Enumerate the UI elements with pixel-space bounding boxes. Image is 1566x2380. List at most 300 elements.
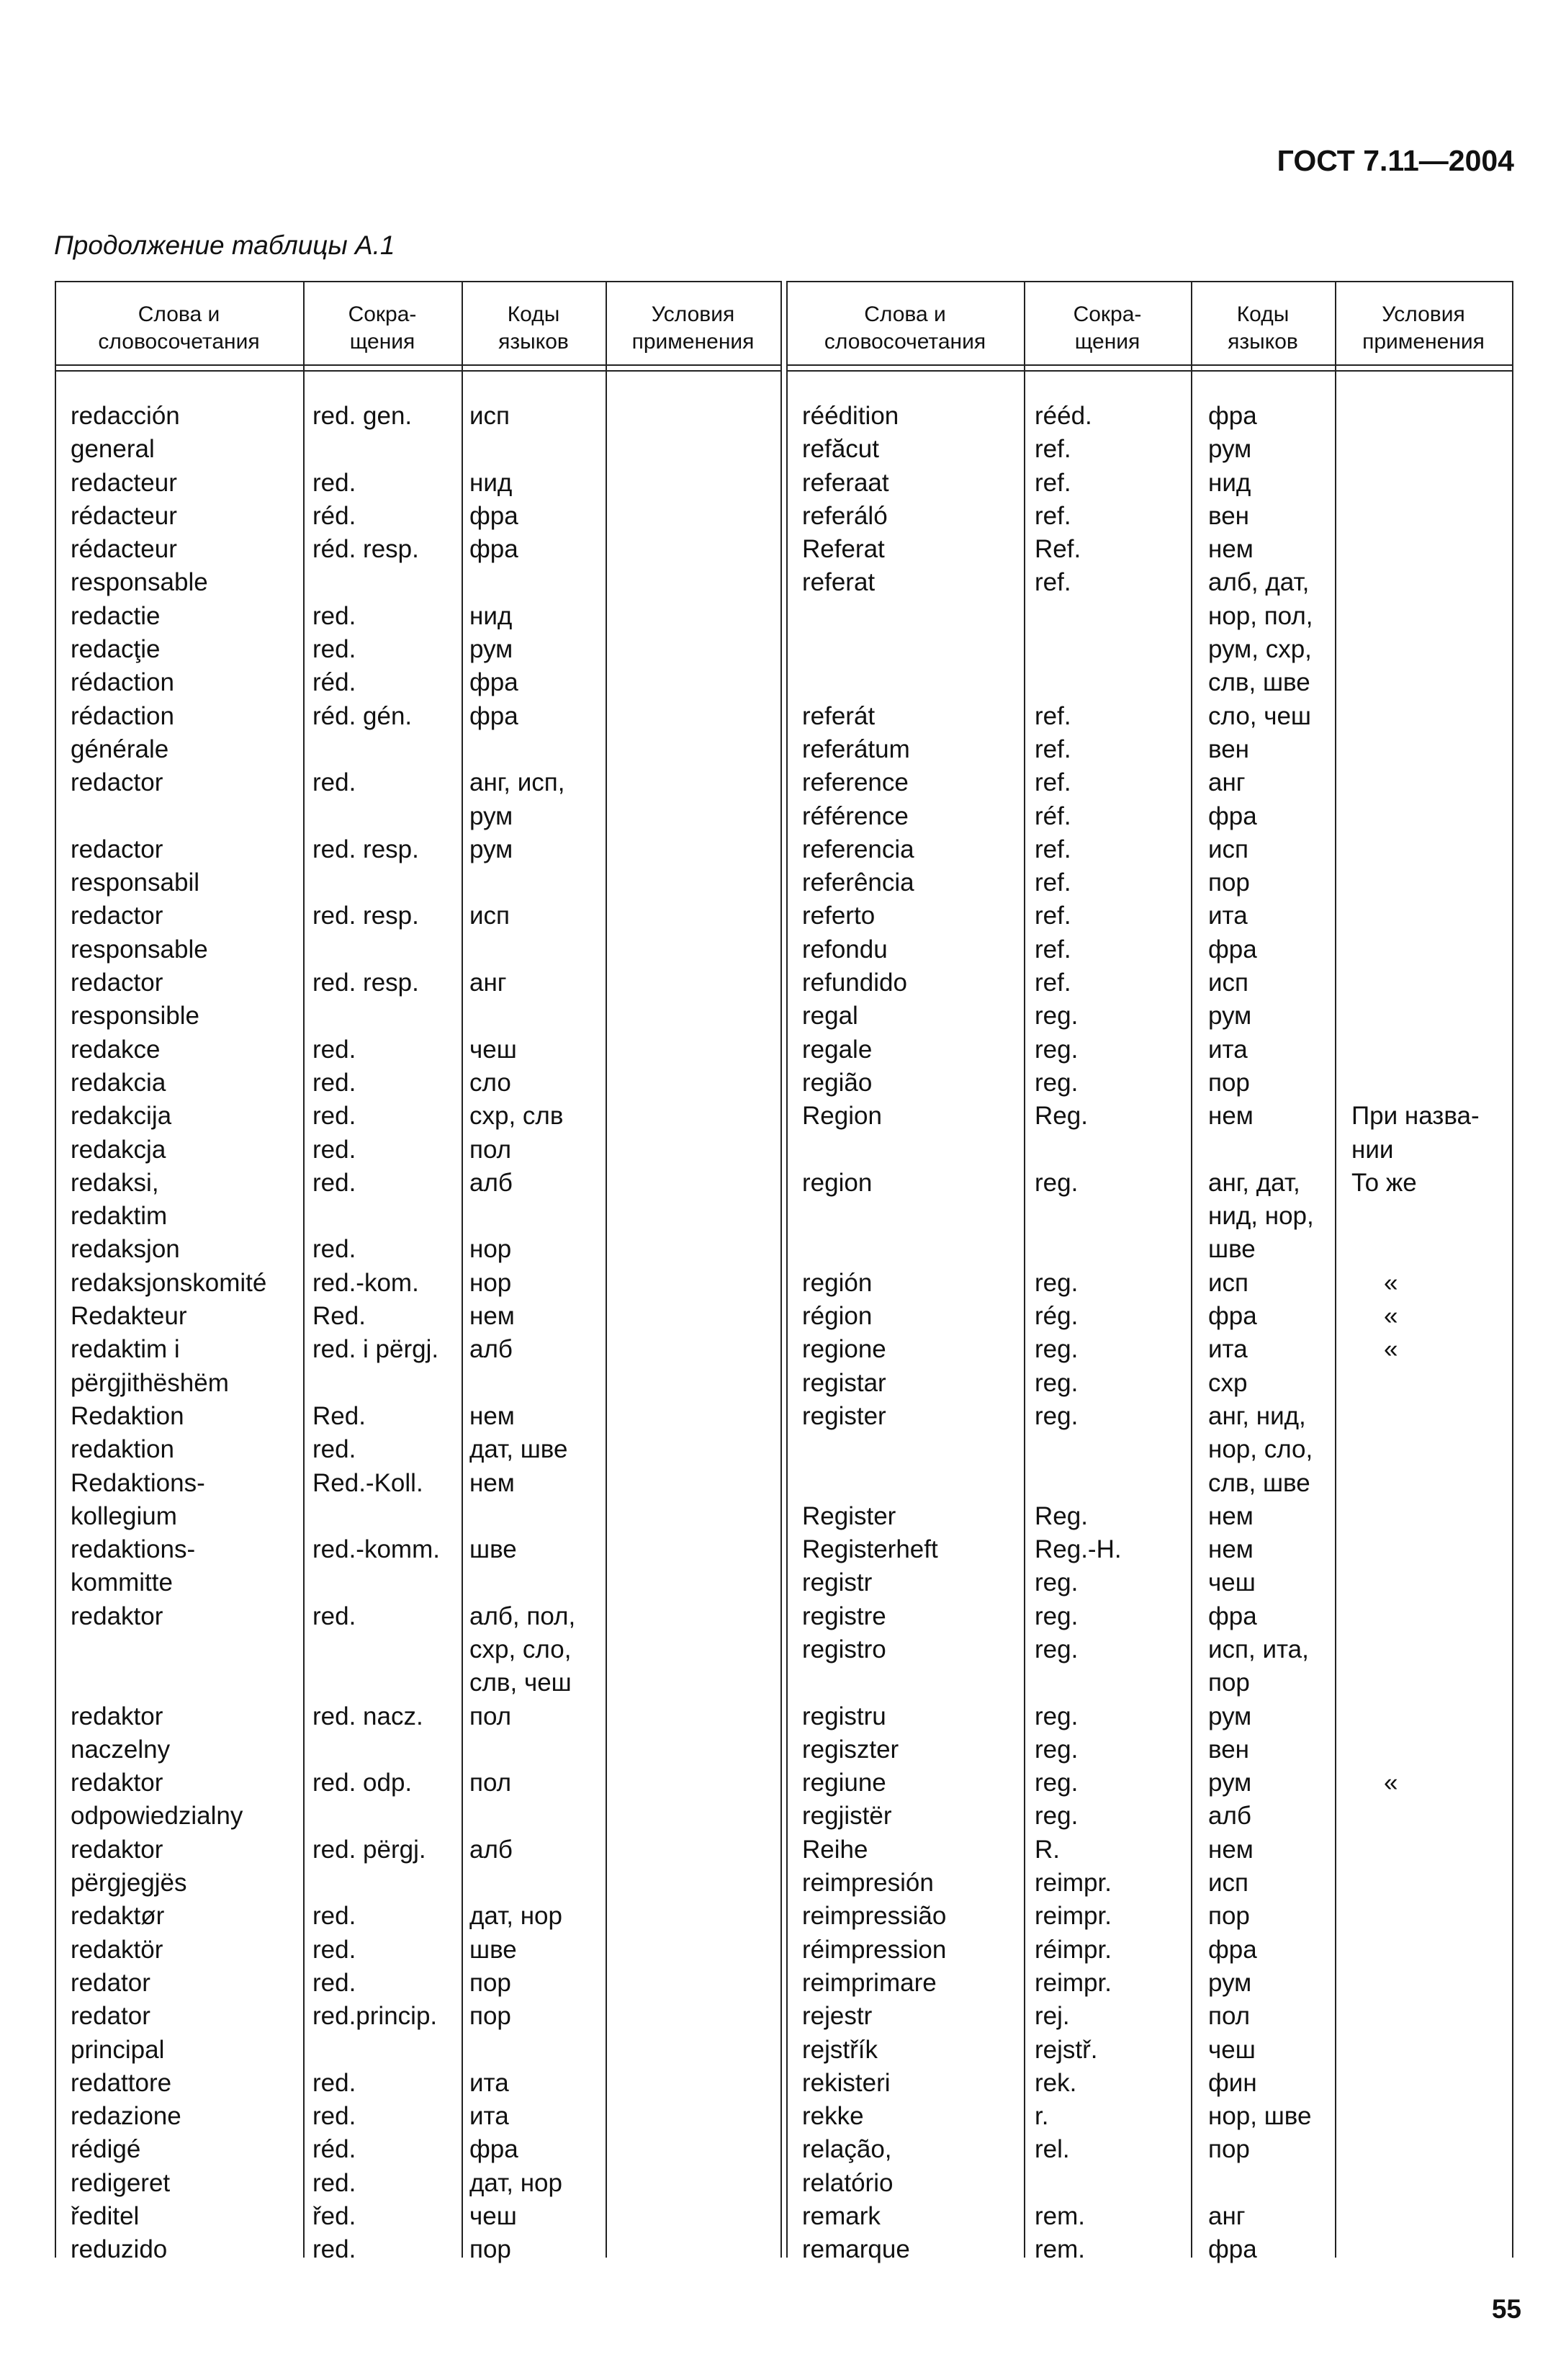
abbreviation-cell: red. <box>312 1035 356 1064</box>
language-codes-cell: нем <box>1208 1535 1254 1564</box>
table-row <box>55 1133 782 1167</box>
table-row <box>786 1167 1513 1200</box>
table-row <box>786 1400 1513 1433</box>
abbreviation-cell: rejstř. <box>1035 2035 1098 2064</box>
abbreviation-cell: Reg.-H. <box>1035 1535 1122 1564</box>
abbreviation-cell: rek. <box>1035 2068 1077 2097</box>
word-cell: përgjegjës <box>71 1869 187 1898</box>
table-row <box>55 1233 782 1266</box>
word-cell: relação, <box>802 2135 892 2164</box>
language-codes-cell: слв, шве <box>1208 668 1310 697</box>
word-cell: reduzido <box>71 2235 168 2264</box>
table-row <box>786 700 1513 733</box>
word-cell: redaktim i <box>71 1335 180 1364</box>
language-codes-cell: пор <box>469 1968 511 1997</box>
table-caption: Продолжение таблицы А.1 <box>54 230 395 260</box>
language-codes-cell: нем <box>1208 1835 1254 1864</box>
abbreviation-cell: red.-kom. <box>312 1268 419 1297</box>
table-row <box>55 2000 782 2033</box>
abbreviation-cell: red. <box>312 1602 356 1630</box>
abbreviation-cell: red. resp. <box>312 969 419 997</box>
table-row <box>55 1267 782 1300</box>
abbreviation-cell: ref. <box>1035 868 1071 897</box>
word-cell: registre <box>802 1602 886 1630</box>
abbreviation-cell: reg. <box>1035 1268 1079 1297</box>
language-codes-cell: фра <box>1208 935 1257 964</box>
abbreviation-cell: ref. <box>1035 568 1071 597</box>
condition-cell: « <box>1384 1268 1398 1297</box>
abbreviation-cell: Reg. <box>1035 1501 1088 1530</box>
word-cell: reference <box>802 768 909 797</box>
table-row <box>55 2034 782 2067</box>
abbreviation-cell: ref. <box>1035 835 1071 863</box>
table-row <box>55 1600 782 1633</box>
table-row <box>55 1066 782 1100</box>
abbreviation-cell: red. <box>312 1135 356 1164</box>
language-codes-cell: рум <box>1208 1002 1252 1030</box>
language-codes-cell: фра <box>469 535 518 564</box>
language-codes-cell: рум <box>469 801 513 830</box>
word-cell: referát <box>802 701 876 730</box>
column-header-abbreviations: Сокра- щения <box>1073 302 1142 354</box>
abbreviation-cell: rel. <box>1035 2135 1070 2164</box>
word-cell: redakcia <box>71 1068 166 1097</box>
word-cell: referátum <box>802 735 910 763</box>
table-row <box>786 1733 1513 1766</box>
table-top-rule <box>786 281 1513 282</box>
language-codes-cell: ита <box>469 2068 509 2097</box>
language-codes-cell: фра <box>469 701 518 730</box>
language-codes-cell: дат, нор <box>469 1902 562 1931</box>
table-row <box>786 866 1513 899</box>
abbreviation-cell: réd. <box>312 501 356 530</box>
condition-cell: « <box>1384 1302 1398 1331</box>
abbreviation-cell: red. <box>312 1968 356 1997</box>
language-codes-cell: нем <box>469 1401 515 1430</box>
language-codes-cell: анг <box>1208 2202 1246 2231</box>
abbreviation-cell: ref. <box>1035 768 1071 797</box>
language-codes-cell: исп <box>469 402 510 430</box>
word-cell: remark <box>802 2202 881 2231</box>
table-row <box>786 766 1513 799</box>
abbreviation-cell: reg. <box>1035 1568 1079 1597</box>
column-header-language-codes: Коды языков <box>498 302 569 354</box>
language-codes-cell: нор, сло, <box>1208 1435 1313 1464</box>
word-cell: reimpresión <box>802 1869 934 1898</box>
abbreviation-cell: red. <box>312 1068 356 1097</box>
word-cell: rekke <box>802 2102 864 2131</box>
table-row <box>55 2133 782 2166</box>
word-cell: Registerheft <box>802 1535 938 1564</box>
word-cell: region <box>802 1168 873 1197</box>
abbreviation-cell: řed. <box>312 2202 356 2231</box>
word-cell: regale <box>802 1035 873 1064</box>
language-codes-cell: исп <box>1208 1268 1249 1297</box>
word-cell: principal <box>71 2035 165 2064</box>
table-right <box>786 281 1513 2264</box>
table-row <box>786 1066 1513 1100</box>
word-cell: relatório <box>802 2168 894 2197</box>
abbreviation-cell: red. i përgj. <box>312 1335 439 1364</box>
language-codes-cell: пор <box>1208 1669 1250 1697</box>
word-cell: redaktions- <box>71 1535 196 1564</box>
table-row <box>55 1033 782 1066</box>
table-row <box>55 2233 782 2266</box>
abbreviation-cell: reg. <box>1035 1702 1079 1730</box>
language-codes-cell: слв, чеш <box>469 1669 572 1697</box>
column-header-words: Слова и словосочетания <box>98 302 260 354</box>
language-codes-cell: алб <box>469 1335 513 1364</box>
language-codes-cell: нор <box>469 1268 512 1297</box>
word-cell: regiune <box>802 1769 886 1797</box>
table-row <box>786 533 1513 566</box>
language-codes-cell: фра <box>469 668 518 697</box>
table-row <box>786 600 1513 633</box>
table-row <box>786 1967 1513 2000</box>
language-codes-cell: нид <box>469 601 513 630</box>
language-codes-cell: чеш <box>1208 2035 1256 2064</box>
abbreviation-cell: red. <box>312 635 356 664</box>
word-cell: redactor <box>71 835 163 863</box>
table-row <box>55 800 782 833</box>
word-cell: rejstřík <box>802 2035 878 2064</box>
word-cell: redacción <box>71 402 180 430</box>
word-cell: Reihe <box>802 1835 868 1864</box>
table-row <box>786 1433 1513 1466</box>
abbreviation-cell: Reg. <box>1035 1102 1088 1131</box>
table-row <box>55 433 782 466</box>
table-row <box>786 1500 1513 1533</box>
language-codes-cell: схр <box>1208 1368 1248 1397</box>
abbreviation-cell: red. resp. <box>312 902 419 930</box>
language-codes-cell: дат, шве <box>469 1435 568 1464</box>
word-cell: rejestr <box>802 2002 873 2031</box>
abbreviation-cell: reg. <box>1035 1802 1079 1831</box>
condition-cell: При назва- <box>1351 1102 1480 1131</box>
word-cell: région <box>802 1302 873 1331</box>
table-row <box>55 2200 782 2233</box>
word-cell: regjistër <box>802 1802 892 1831</box>
table-row <box>786 1700 1513 1733</box>
language-codes-cell: анг <box>469 969 507 997</box>
table-row <box>786 1000 1513 1033</box>
word-cell: refondu <box>802 935 888 964</box>
table-row <box>55 933 782 966</box>
word-cell: referência <box>802 868 914 897</box>
table-row <box>55 1666 782 1699</box>
table-row <box>55 1400 782 1433</box>
word-cell: redakcija <box>71 1102 172 1131</box>
word-cell: redaksjonskomité <box>71 1268 267 1297</box>
page-number: 55 <box>1491 2294 1521 2324</box>
table-row <box>786 800 1513 833</box>
table-row <box>786 500 1513 533</box>
word-cell: referto <box>802 902 876 930</box>
language-codes-cell: исп <box>1208 835 1249 863</box>
table-row <box>55 467 782 500</box>
abbreviation-cell: red. <box>312 1235 356 1264</box>
abbreviation-cell: red. gen. <box>312 402 413 430</box>
table-row <box>55 700 782 733</box>
abbreviation-cell: reg. <box>1035 1068 1079 1097</box>
table-row <box>55 1900 782 1933</box>
table-row <box>786 1800 1513 1833</box>
word-cell: redaktor <box>71 1702 163 1730</box>
abbreviation-cell: red. <box>312 1902 356 1931</box>
abbreviation-cell: reimpr. <box>1035 1869 1112 1898</box>
column-header-words: Слова и словосочетания <box>824 302 986 354</box>
table-row <box>55 2167 782 2200</box>
table-row <box>786 666 1513 699</box>
abbreviation-cell: red. <box>312 2102 356 2131</box>
table-row <box>55 733 782 766</box>
language-codes-cell: чеш <box>1208 1568 1256 1597</box>
abbreviation-cell: ref. <box>1035 501 1071 530</box>
word-cell: register <box>802 1401 886 1430</box>
abbreviation-cell: red.princip. <box>312 2002 438 2031</box>
abbreviation-cell: réd. gén. <box>312 701 413 730</box>
word-cell: rédacteur <box>71 535 177 564</box>
word-cell: redattore <box>71 2068 172 2097</box>
abbreviation-cell: rem. <box>1035 2235 1085 2264</box>
abbreviation-cell: red. <box>312 2235 356 2264</box>
condition-cell: « <box>1384 1769 1398 1797</box>
word-cell: redacteur <box>71 468 177 497</box>
word-cell: redaktion <box>71 1435 174 1464</box>
table-row <box>55 533 782 566</box>
language-codes-cell: схр, сло, <box>469 1635 572 1663</box>
column-header-conditions: Условия применения <box>1362 302 1485 354</box>
table-row <box>786 2067 1513 2100</box>
column-header-conditions: Условия применения <box>631 302 755 354</box>
abbreviation-cell: red. resp. <box>312 835 419 863</box>
abbreviation-cell: ref. <box>1035 969 1071 997</box>
language-codes-cell: исп <box>469 902 510 930</box>
language-codes-cell: шве <box>1208 1235 1256 1264</box>
table-row <box>786 1900 1513 1933</box>
word-cell: redacţie <box>71 635 161 664</box>
table-row <box>786 1133 1513 1167</box>
table-row <box>786 467 1513 500</box>
word-cell: Register <box>802 1501 896 1530</box>
table-row <box>786 1467 1513 1500</box>
abbreviation-cell: reg. <box>1035 1635 1079 1663</box>
abbreviation-cell: Ref. <box>1035 535 1081 564</box>
abbreviation-cell: ref. <box>1035 935 1071 964</box>
abbreviation-cell: red. nacz. <box>312 1702 423 1730</box>
language-codes-cell: рум <box>469 635 513 664</box>
language-codes-cell: анг, исп, <box>469 768 565 797</box>
word-cell: referencia <box>802 835 914 863</box>
table-row <box>786 1566 1513 1599</box>
column-header-abbreviations: Сокра- щения <box>348 302 417 354</box>
table-row <box>55 633 782 666</box>
language-codes-cell: анг, дат, <box>1208 1168 1300 1197</box>
table-row <box>786 733 1513 766</box>
language-codes-cell: нид <box>469 468 513 497</box>
language-codes-cell: фра <box>1208 1602 1257 1630</box>
table-row <box>786 899 1513 933</box>
abbreviation-cell: reg. <box>1035 1168 1079 1197</box>
abbreviation-cell: red. <box>312 1935 356 1964</box>
table-row <box>55 1566 782 1599</box>
table-row <box>55 966 782 1000</box>
abbreviation-cell: red. <box>312 1435 356 1464</box>
word-cell: naczelny <box>71 1735 171 1764</box>
language-codes-cell: алб <box>469 1168 513 1197</box>
word-cell: réimpression <box>802 1935 947 1964</box>
table-row <box>786 2233 1513 2266</box>
language-codes-cell: пор <box>1208 868 1250 897</box>
word-cell: générale <box>71 735 169 763</box>
table-row <box>55 2067 782 2100</box>
word-cell: regione <box>802 1335 886 1364</box>
language-codes-cell: ита <box>1208 1035 1248 1064</box>
language-codes-cell: слв, шве <box>1208 1468 1310 1497</box>
language-codes-cell: ита <box>1208 1335 1248 1364</box>
abbreviation-cell: reimpr. <box>1035 1968 1112 1997</box>
abbreviation-cell: ref. <box>1035 435 1071 464</box>
language-codes-cell: чеш <box>469 1035 517 1064</box>
table-row <box>786 1367 1513 1400</box>
abbreviation-cell: réimpr. <box>1035 1935 1112 1964</box>
table-row <box>786 1633 1513 1666</box>
language-codes-cell: нем <box>469 1302 515 1331</box>
abbreviation-cell: Red.-Koll. <box>312 1468 423 1497</box>
word-cell: remarque <box>802 2235 910 2264</box>
abbreviation-cell: reg. <box>1035 1335 1079 1364</box>
abbreviation-cell: Red. <box>312 1302 366 1331</box>
language-codes-cell: вен <box>1208 735 1249 763</box>
language-codes-cell: нор <box>469 1235 512 1264</box>
abbreviation-cell: red.-komm. <box>312 1535 440 1564</box>
word-cell: redaksjon <box>71 1235 180 1264</box>
language-codes-cell: схр, слв <box>469 1102 564 1131</box>
condition-cell: нии <box>1351 1135 1394 1164</box>
word-cell: rekisteri <box>802 2068 891 2097</box>
word-cell: responsable <box>71 568 208 597</box>
language-codes-cell: пор <box>469 2235 511 2264</box>
word-cell: general <box>71 435 155 464</box>
table-row <box>55 1700 782 1733</box>
language-codes-cell: алб, пол, <box>469 1602 576 1630</box>
abbreviation-cell: reg. <box>1035 1401 1079 1430</box>
table-row <box>786 2200 1513 2233</box>
table-row <box>786 633 1513 666</box>
language-codes-cell: рум <box>1208 1702 1252 1730</box>
language-codes-cell: шве <box>469 1935 517 1964</box>
table-row <box>786 1300 1513 1333</box>
language-codes-cell: пор <box>469 2002 511 2031</box>
table-row <box>55 1167 782 1200</box>
table-row <box>55 833 782 866</box>
word-cell: registr <box>802 1568 873 1597</box>
table-row <box>786 2133 1513 2166</box>
abbreviation-cell: red. <box>312 468 356 497</box>
language-codes-cell: нид <box>1208 468 1251 497</box>
word-cell: referáló <box>802 501 888 530</box>
word-cell: reimpressião <box>802 1902 947 1931</box>
abbreviation-cell: reg. <box>1035 1368 1079 1397</box>
abbreviation-cell: red. odp. <box>312 1769 413 1797</box>
word-cell: refăcut <box>802 435 879 464</box>
language-codes-cell: чеш <box>469 2202 517 2231</box>
word-cell: redaktor <box>71 1602 163 1630</box>
table-row <box>55 1800 782 1833</box>
word-cell: Region <box>802 1102 882 1131</box>
word-cell: redactie <box>71 601 161 630</box>
table-row <box>786 1267 1513 1300</box>
table-row <box>55 1733 782 1766</box>
word-cell: regal <box>802 1002 858 1030</box>
abbreviation-cell: red. <box>312 1102 356 1131</box>
abbreviation-cell: reg. <box>1035 1602 1079 1630</box>
language-codes-cell: дат, нор <box>469 2168 562 2197</box>
language-codes-cell: нем <box>469 1468 515 1497</box>
table-row <box>55 666 782 699</box>
word-cell: Referat <box>802 535 885 564</box>
table-row <box>786 1934 1513 1967</box>
language-codes-cell: алб, дат, <box>1208 568 1310 597</box>
table-row <box>786 400 1513 433</box>
abbreviation-cell: rééd. <box>1035 402 1092 430</box>
table-row <box>55 1433 782 1466</box>
language-codes-cell: анг <box>1208 768 1246 797</box>
abbreviation-cell: reg. <box>1035 1002 1079 1030</box>
word-cell: registar <box>802 1368 886 1397</box>
language-codes-cell: фра <box>1208 2235 1257 2264</box>
table-row <box>786 2034 1513 2067</box>
language-codes-cell: сло <box>469 1068 511 1097</box>
abbreviation-cell: réd. resp. <box>312 535 419 564</box>
header-rule <box>786 364 1513 372</box>
word-cell: referaat <box>802 468 889 497</box>
word-cell: responsabil <box>71 868 199 897</box>
table-row <box>55 600 782 633</box>
abbreviation-cell: red. <box>312 1168 356 1197</box>
table-row <box>786 1533 1513 1566</box>
word-cell: rédaction <box>71 701 174 730</box>
abbreviation-cell: reg. <box>1035 1735 1079 1764</box>
word-cell: región <box>802 1268 873 1297</box>
abbreviation-cell: Red. <box>312 1401 366 1430</box>
word-cell: redaksi, <box>71 1168 159 1197</box>
word-cell: redator <box>71 2002 150 2031</box>
word-cell: responsable <box>71 935 208 964</box>
language-codes-cell: вен <box>1208 1735 1249 1764</box>
language-codes-cell: пор <box>1208 1068 1250 1097</box>
table-row <box>786 2100 1513 2133</box>
language-codes-cell: рум <box>1208 1968 1252 1997</box>
abbreviation-cell: réf. <box>1035 801 1071 830</box>
word-cell: registru <box>802 1702 886 1730</box>
word-cell: redactor <box>71 902 163 930</box>
language-codes-cell: исп <box>1208 1869 1249 1898</box>
language-codes-cell: пор <box>1208 2135 1250 2164</box>
language-codes-cell: фра <box>469 501 518 530</box>
language-codes-cell: рум <box>1208 1769 1252 1797</box>
table-row <box>55 1934 782 1967</box>
table-row <box>55 1633 782 1666</box>
table-row <box>55 1500 782 1533</box>
language-codes-cell: пол <box>469 1135 512 1164</box>
word-cell: Redaktions- <box>71 1468 205 1497</box>
word-cell: rédigé <box>71 2135 141 2164</box>
column-header-language-codes: Коды языков <box>1228 302 1298 354</box>
language-codes-cell: фра <box>1208 1935 1257 1964</box>
language-codes-cell: алб <box>469 1835 513 1864</box>
word-cell: região <box>802 1068 873 1097</box>
